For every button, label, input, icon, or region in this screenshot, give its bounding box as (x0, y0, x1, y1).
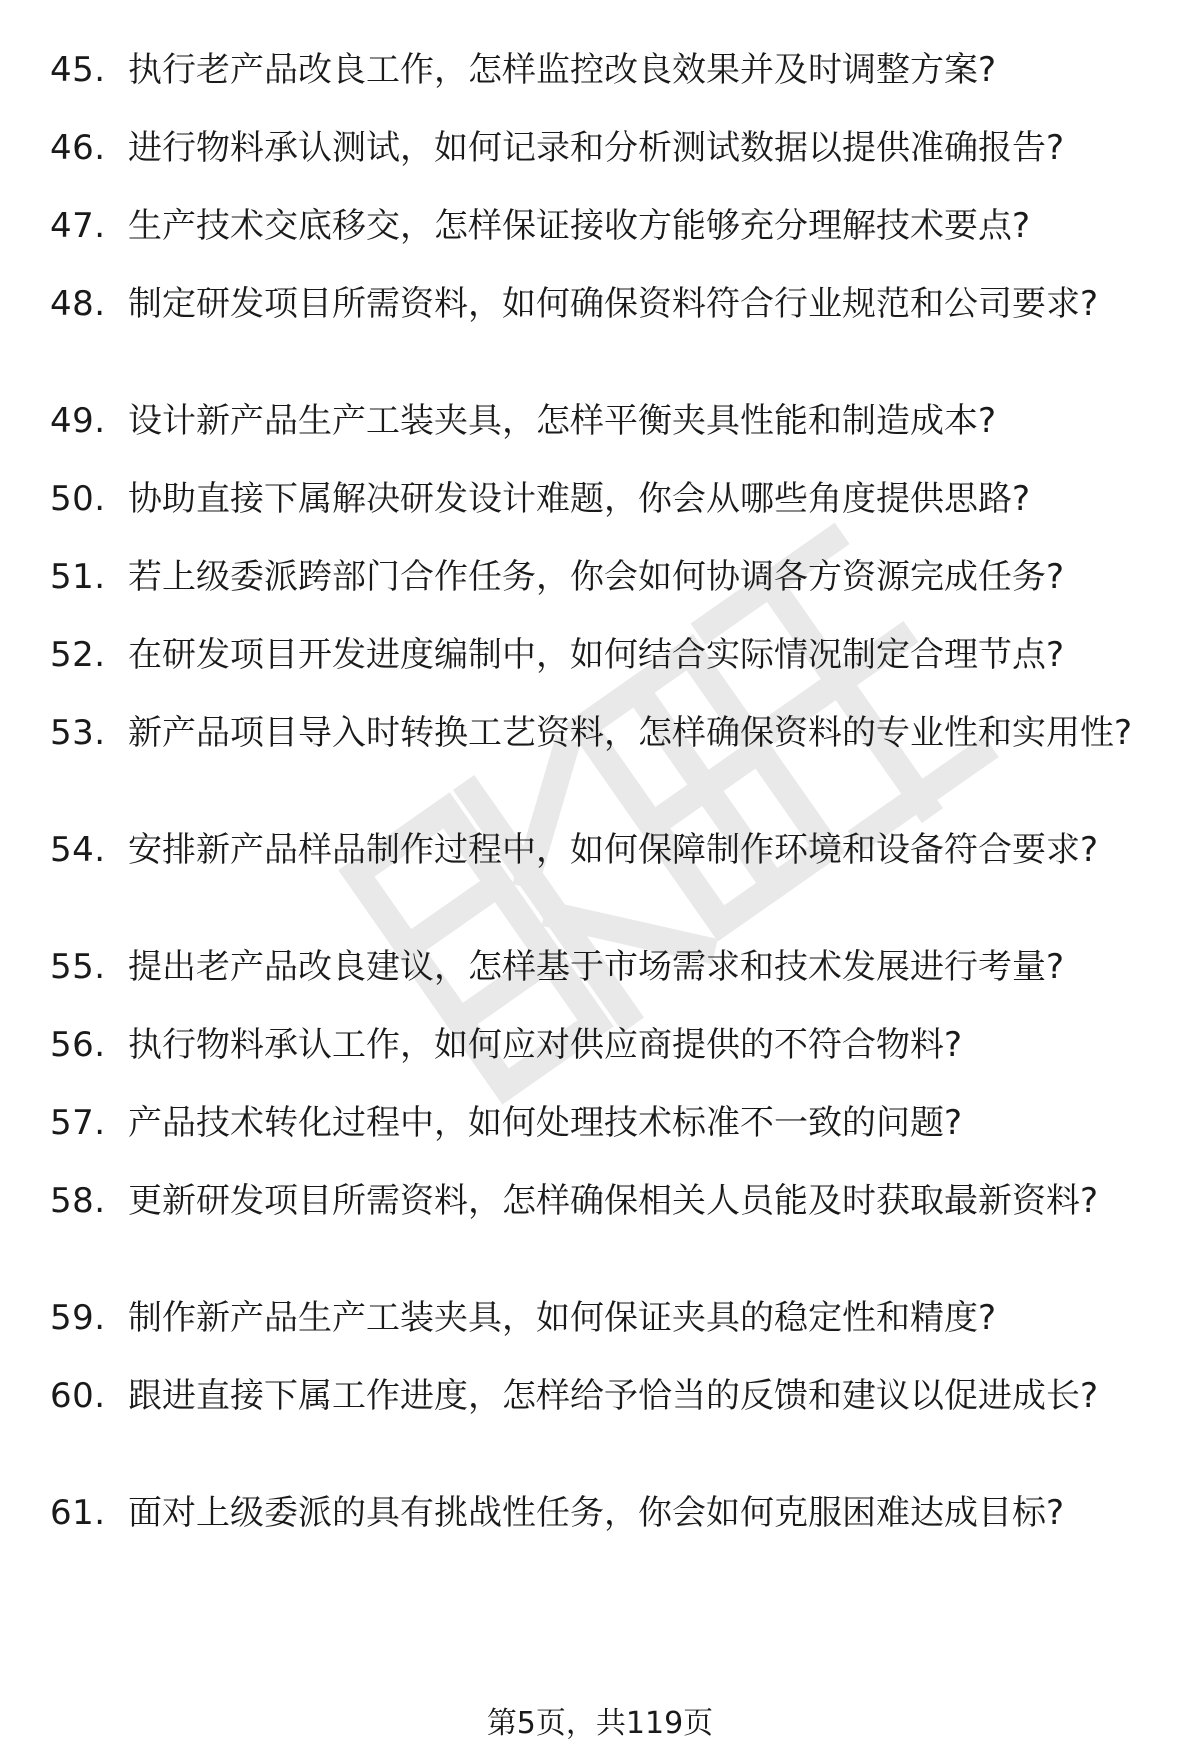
question-text: 在研发项目开发进度编制中，如何结合实际情况制定合理节点? (128, 635, 1065, 675)
question-number: 45. (50, 50, 106, 90)
question-number: 48. (50, 284, 106, 324)
list-item (50, 278, 1160, 330)
list-item (50, 1370, 1160, 1422)
question-text: 生产技术交底移交，怎样保证接收方能够充分理解技术要点? (128, 206, 1031, 246)
question-text: 面对上级委派的具有挑战性任务，你会如何克服困难达成目标? (128, 1493, 1065, 1533)
question-number: 55. (50, 947, 106, 987)
question-text: 制作新产品生产工装夹具，如何保证夹具的稳定性和精度? (128, 1298, 997, 1338)
list-item (50, 1175, 1160, 1227)
question-number: 60. (50, 1376, 106, 1416)
list-item (50, 824, 1160, 876)
question-text: 进行物料承认测试，如何记录和分析测试数据以提供准确报告? (128, 128, 1065, 168)
list-item (50, 707, 1160, 759)
list-item (50, 1019, 1160, 1071)
list-item (50, 122, 1160, 174)
question-number: 54. (50, 830, 106, 870)
list-item (50, 1487, 1160, 1539)
question-text: 产品技术转化过程中，如何处理技术标准不一致的问题? (128, 1103, 963, 1143)
list-item (50, 1292, 1160, 1344)
list-item (50, 551, 1160, 603)
question-text: 更新研发项目所需资料，怎样确保相关人员能及时获取最新资料? (128, 1181, 1099, 1221)
question-text: 协助直接下属解决研发设计难题，你会从哪些角度提供思路? (128, 479, 1031, 519)
question-number: 59. (50, 1298, 106, 1338)
question-number: 52. (50, 635, 106, 675)
question-text: 设计新产品生产工装夹具，怎样平衡夹具性能和制造成本? (128, 401, 997, 441)
list-item (50, 200, 1160, 252)
question-text: 执行物料承认工作，如何应对供应商提供的不符合物料? (128, 1025, 963, 1065)
list-item (50, 629, 1160, 681)
question-number: 61. (50, 1493, 106, 1533)
question-text: 若上级委派跨部门合作任务，你会如何协调各方资源完成任务? (128, 557, 1065, 597)
question-text: 新产品项目导入时转换工艺资料，怎样确保资料的专业性和实用性? (128, 713, 1133, 753)
question-number: 56. (50, 1025, 106, 1065)
question-number: 46. (50, 128, 106, 168)
question-number: 57. (50, 1103, 106, 1143)
question-text: 跟进直接下属工作进度，怎样给予恰当的反馈和建议以促进成长? (128, 1376, 1099, 1416)
question-number: 51. (50, 557, 106, 597)
question-text: 提出老产品改良建议，怎样基于市场需求和技术发展进行考量? (128, 947, 1065, 987)
question-number: 58. (50, 1181, 106, 1221)
question-number: 53. (50, 713, 106, 753)
page-footer: 第5页，共119页 (486, 1706, 714, 1741)
question-text: 制定研发项目所需资料，如何确保资料符合行业规范和公司要求? (128, 284, 1099, 324)
question-text: 安排新产品样品制作过程中，如何保障制作环境和设备符合要求? (128, 830, 1099, 870)
list-item (50, 941, 1160, 993)
question-number: 50. (50, 479, 106, 519)
list-item (50, 1097, 1160, 1149)
list-item (50, 44, 1160, 96)
question-number: 49. (50, 401, 106, 441)
list-item (50, 395, 1160, 447)
question-number: 47. (50, 206, 106, 246)
question-text: 执行老产品改良工作，怎样监控改良效果并及时调整方案? (128, 50, 997, 90)
list-item (50, 473, 1160, 525)
